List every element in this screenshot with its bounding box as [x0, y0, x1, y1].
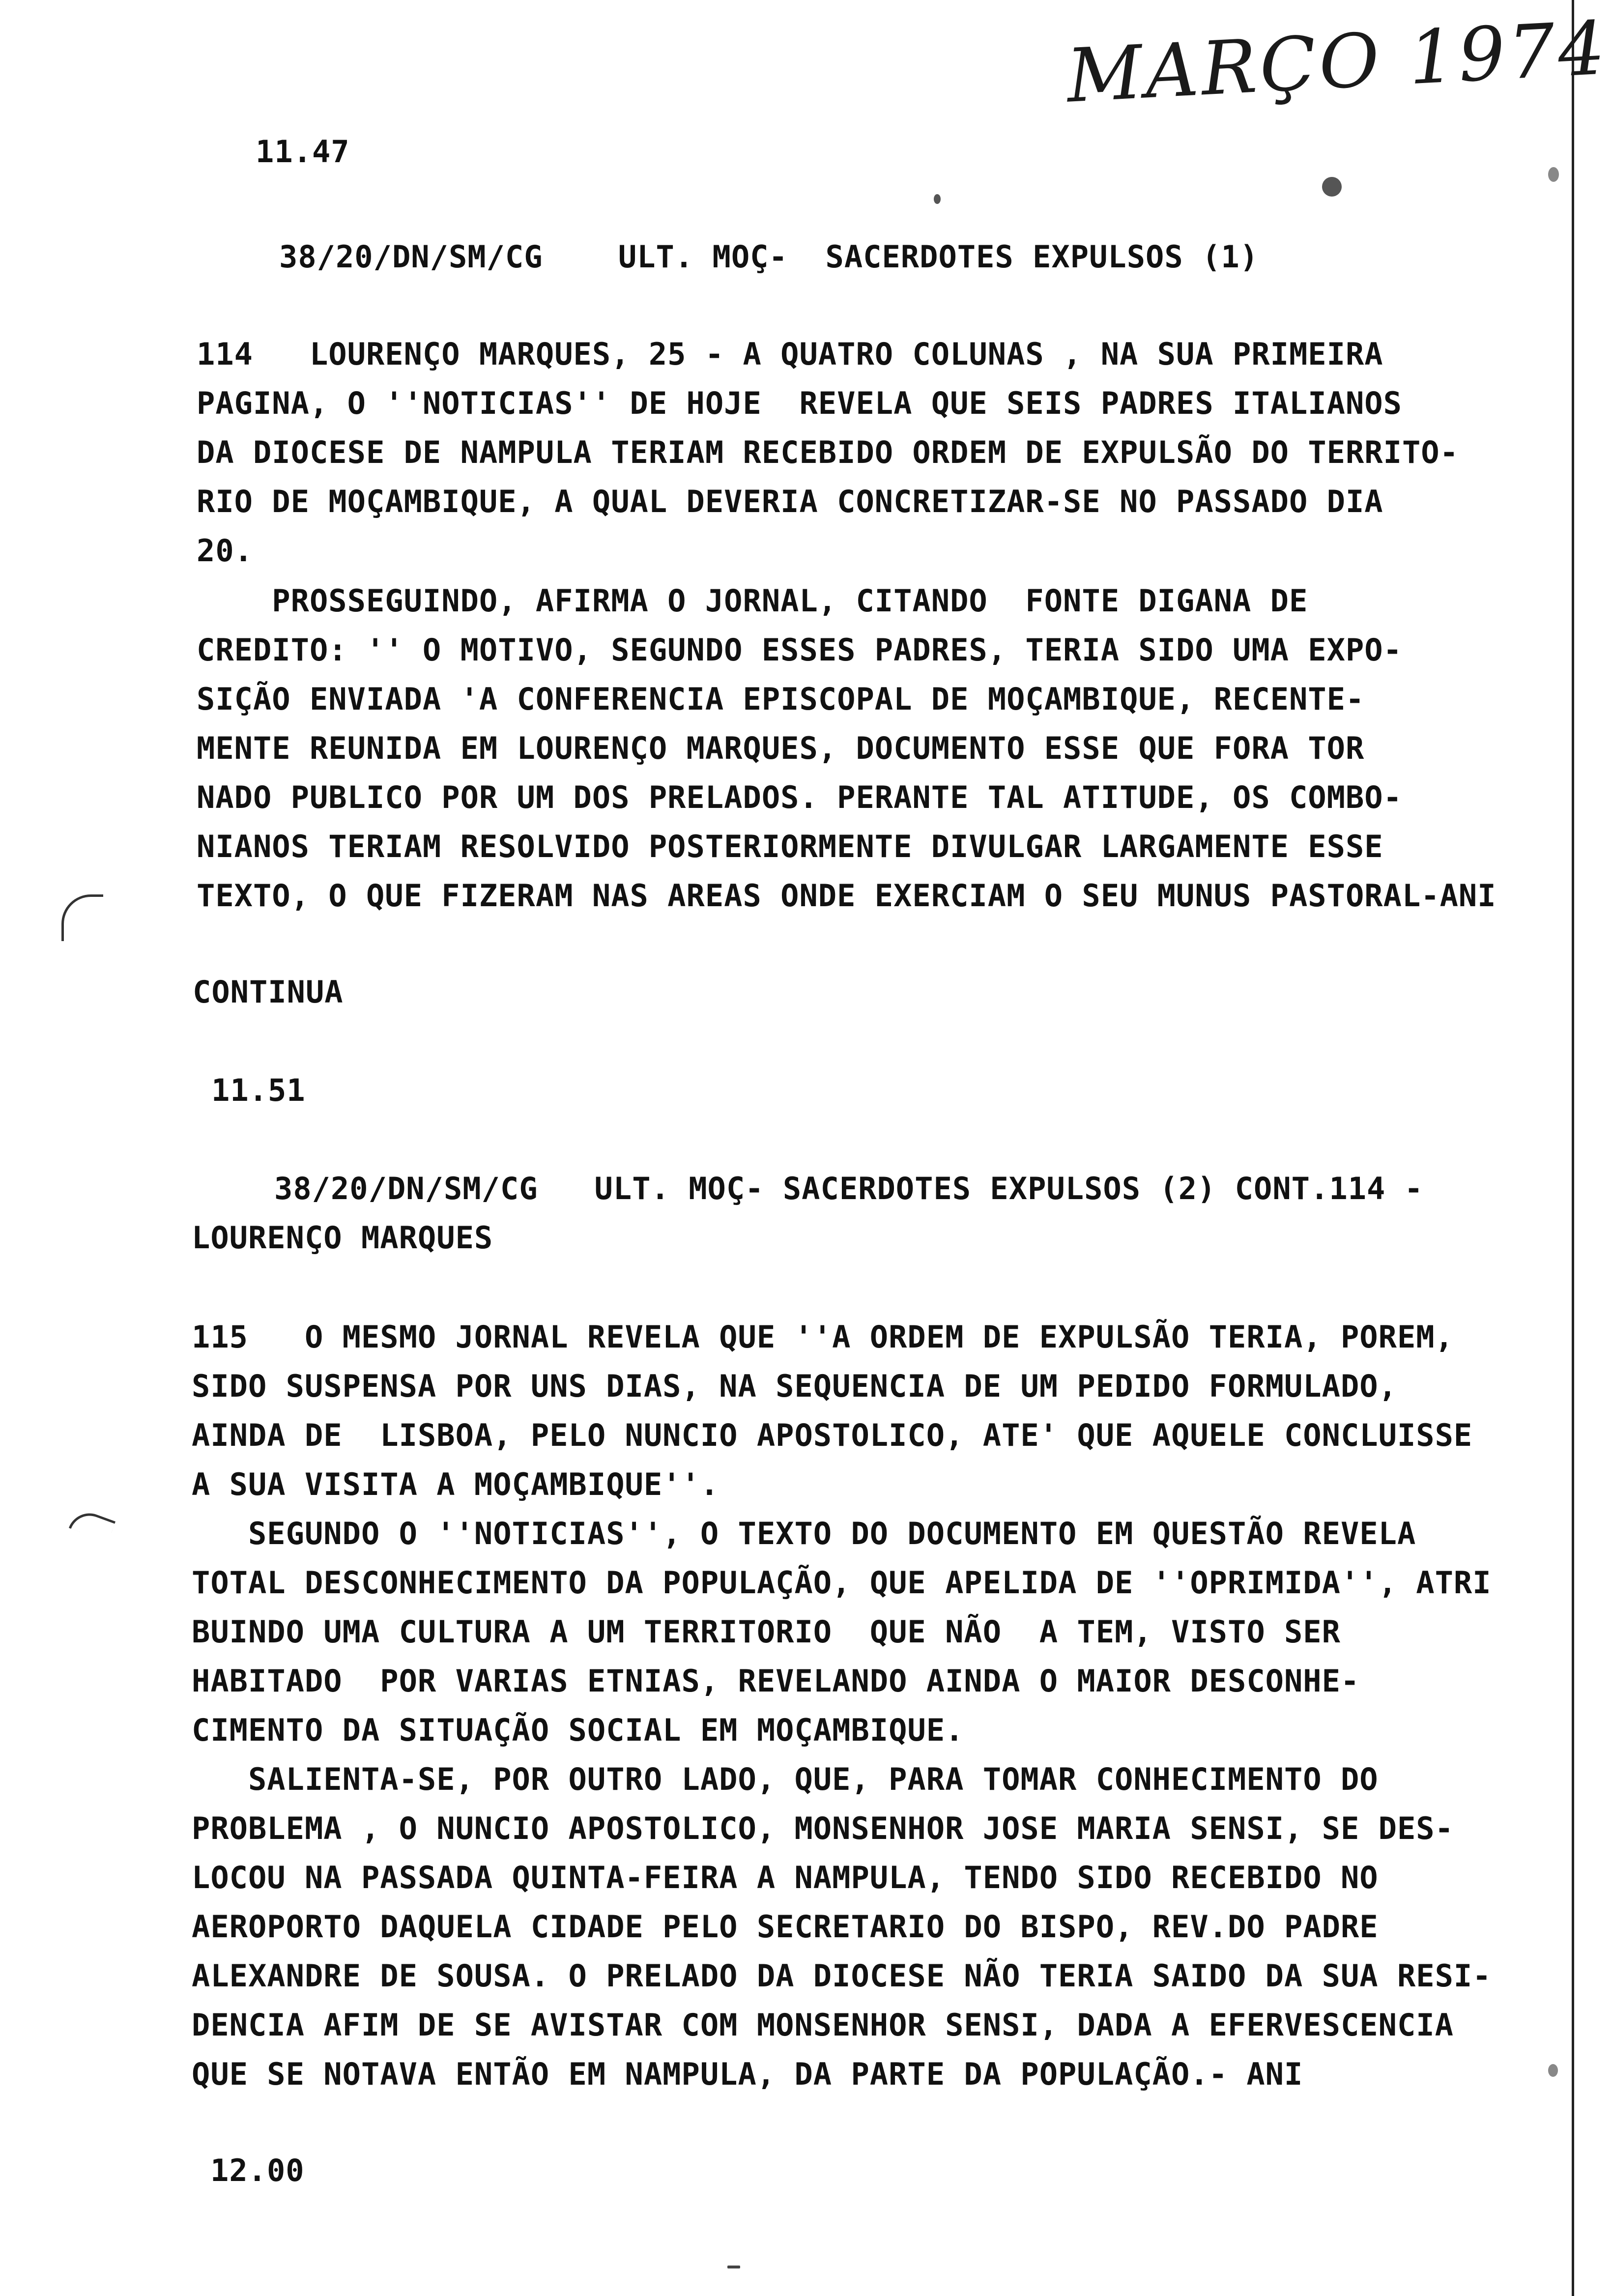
timestamp-3: 12.00 [210, 2152, 305, 2188]
telex-2-line: SEGUNDO O ''NOTICIAS'', O TEXTO DO DOCUMENTO EM QUESTÃO REVELA [192, 1516, 1416, 1551]
telex-1-line: NADO PUBLICO POR UM DOS PRELADOS. PERANTE TAL ATITUDE, OS COMBO- [197, 779, 1402, 815]
telex-header-2: 38/20/DN/SM/CG ULT. MOÇ- SACERDOTES EXPULSOS (2) CONT.114 - [274, 1171, 1423, 1206]
telex-2-line: HABITADO POR VARIAS ETNIAS, REVELANDO AINDA O MAIOR DESCONHE- [192, 1663, 1360, 1699]
scan-speck [1548, 167, 1559, 182]
telex-2-line: A SUA VISITA A MOÇAMBIQUE''. [192, 1466, 720, 1502]
continua-label: CONTINUA [193, 974, 344, 1010]
telex-1-line: PAGINA, O ''NOTICIAS'' DE HOJE REVELA QUE SEIS PADRES ITALIANOS [197, 385, 1402, 421]
scan-speck [934, 194, 941, 204]
telex-2-line: LOCOU NA PASSADA QUINTA-FEIRA A NAMPULA, TENDO SIDO RECEBIDO NO [192, 1860, 1379, 1895]
telex-1-line: TEXTO, O QUE FIZERAM NAS AREAS ONDE EXERCIAM O SEU MUNUS PASTORAL-ANI [197, 878, 1497, 914]
telex-1-line: PROSSEGUINDO, AFIRMA O JORNAL, CITANDO FONTE DIGANA DE [197, 583, 1308, 619]
margin-bracket-mark [69, 1507, 115, 1542]
telex-header-2-cont: LOURENÇO MARQUES [192, 1220, 493, 1256]
telex-2-line: CIMENTO DA SITUAÇÃO SOCIAL EM MOÇAMBIQUE. [192, 1712, 964, 1748]
telex-2-line: AEROPORTO DAQUELA CIDADE PELO SECRETARIO DO BISPO, REV.DO PADRE [192, 1909, 1379, 1945]
timestamp-2: 11.51 [211, 1072, 306, 1108]
telex-1-line: SIÇÃO ENVIADA 'A CONFERENCIA EPISCOPAL DE MOÇAMBIQUE, RECENTE- [197, 681, 1365, 717]
telex-2-line: 115 O MESMO JORNAL REVELA QUE ''A ORDEM DE EXPULSÃO TERIA, POREM, [192, 1319, 1454, 1355]
telex-1-line: CREDITO: '' O MOTIVO, SEGUNDO ESSES PADRES, TERIA SIDO UMA EXPO- [197, 632, 1402, 668]
telex-1-line: 114 LOURENÇO MARQUES, 25 - A QUATRO COLUNAS , NA SUA PRIMEIRA [197, 336, 1383, 372]
telex-1-line: RIO DE MOÇAMBIQUE, A QUAL DEVERIA CONCRETIZAR-SE NO PASSADO DIA [197, 484, 1383, 519]
handwritten-date-note: MARÇO 1974 [1065, 5, 1610, 119]
telex-header-1: 38/20/DN/SM/CG ULT. MOÇ- SACERDOTES EXPULSOS (1) [279, 239, 1259, 275]
telex-1-line: MENTE REUNIDA EM LOURENÇO MARQUES, DOCUMENTO ESSE QUE FORA TOR [197, 730, 1365, 766]
telex-2-line: AINDA DE LISBOA, PELO NUNCIO APOSTOLICO, ATE' QUE AQUELE CONCLUISSE [192, 1417, 1473, 1453]
telex-2-line: ALEXANDRE DE SOUSA. O PRELADO DA DIOCESE NÃO TERIA SAIDO DA SUA RESI- [192, 1958, 1492, 1994]
scan-speck [727, 2266, 740, 2268]
telex-2-line: PROBLEMA , O NUNCIO APOSTOLICO, MONSENHOR JOSE MARIA SENSI, SE DES- [192, 1810, 1454, 1846]
telex-2-line: TOTAL DESCONHECIMENTO DA POPULAÇÃO, QUE APELIDA DE ''OPRIMIDA'', ATRI [192, 1565, 1492, 1601]
telex-2-line: SIDO SUSPENSA POR UNS DIAS, NA SEQUENCIA DE UM PEDIDO FORMULADO, [192, 1368, 1397, 1404]
telex-1-line: DA DIOCESE DE NAMPULA TERIAM RECEBIDO ORDEM DE EXPULSÃO DO TERRITO- [197, 434, 1459, 470]
telex-2-line: SALIENTA-SE, POR OUTRO LADO, QUE, PARA TOMAR CONHECIMENTO DO [192, 1761, 1379, 1797]
telex-2-line: QUE SE NOTAVA ENTÃO EM NAMPULA, DA PARTE DA POPULAÇÃO.- ANI [192, 2056, 1303, 2092]
telex-1-line: NIANOS TERIAM RESOLVIDO POSTERIORMENTE DIVULGAR LARGAMENTE ESSE [197, 829, 1383, 864]
scan-speck [1548, 2064, 1558, 2077]
telex-2-line: BUINDO UMA CULTURA A UM TERRITORIO QUE NÃO A TEM, VISTO SER [192, 1614, 1341, 1650]
margin-bracket-mark [61, 894, 103, 941]
telex-1-line: 20. [197, 533, 253, 569]
scan-speck [1322, 177, 1342, 197]
paper-edge-line [1572, 0, 1574, 2296]
timestamp-1: 11.47 [256, 134, 350, 170]
telex-2-line: DENCIA AFIM DE SE AVISTAR COM MONSENHOR SENSI, DADA A EFERVESCENCIA [192, 2007, 1454, 2043]
